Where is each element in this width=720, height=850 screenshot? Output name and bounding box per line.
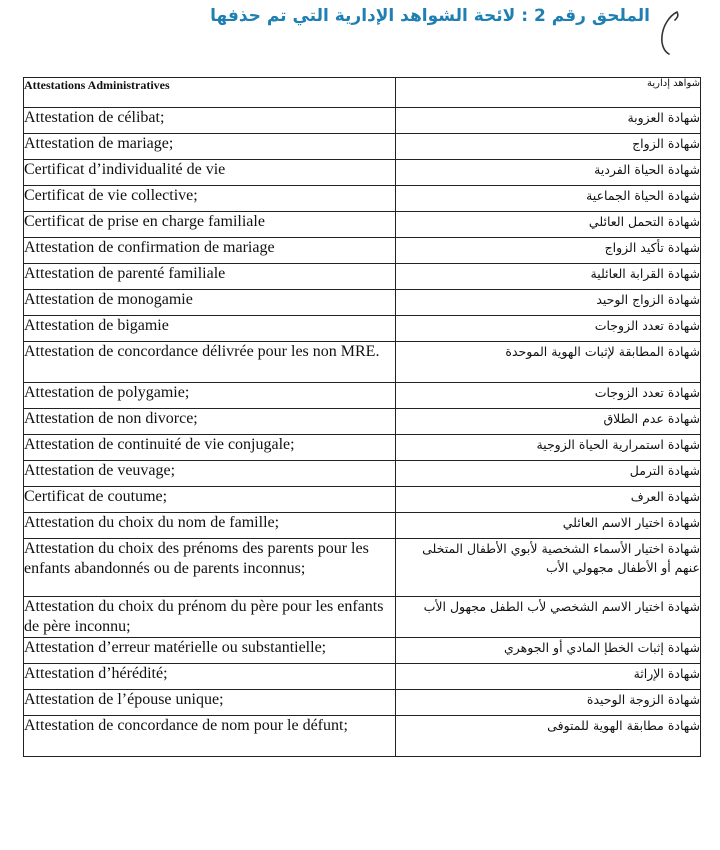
arabic-cell: شهادة التحمل العائلي (396, 212, 701, 238)
table-row (24, 664, 701, 690)
french-cell: Attestation du choix du nom de famille; (24, 513, 396, 539)
table-row (24, 461, 701, 487)
table-row (24, 716, 701, 757)
arabic-cell: شهادة اختيار الأسماء الشخصية لأبوي الأطفال المتخلى عنهم أو الأطفال مجهولي الأب (396, 539, 701, 597)
table-row (24, 690, 701, 716)
french-cell: Attestation de veuvage; (24, 461, 396, 487)
french-cell: Attestation du choix du prénom du père pour les enfants de père inconnu; (24, 597, 396, 638)
french-cell: Attestation de continuité de vie conjugale; (24, 435, 396, 461)
french-cell: Attestation d’hérédité; (24, 664, 396, 690)
french-cell: Attestation de bigamie (24, 316, 396, 342)
arabic-cell: شهادة تأكيد الزواج (396, 238, 701, 264)
table-row (24, 539, 701, 597)
french-cell: Attestation de non divorce; (24, 409, 396, 435)
arabic-cell: شهادة الزواج (396, 134, 701, 160)
table-row (24, 435, 701, 461)
arabic-cell: شهادة اختيار الاسم العائلي (396, 513, 701, 539)
french-cell: Attestation du choix des prénoms des parents pour les enfants abandonnés ou de parents inconnus; (24, 539, 396, 597)
table-header-row (24, 78, 701, 108)
french-cell: Attestation de parenté familiale (24, 264, 396, 290)
table-row (24, 134, 701, 160)
arabic-cell: شهادة إثبات الخطإ المادي أو الجوهري (396, 638, 701, 664)
arabic-cell: شهادة العرف (396, 487, 701, 513)
table-row (24, 513, 701, 539)
french-cell: Attestation de concordance délivrée pour les non MRE. (24, 342, 396, 383)
table-row (24, 290, 701, 316)
attestations-table (23, 77, 701, 757)
french-cell: Attestation de confirmation de mariage (24, 238, 396, 264)
header-arabic: شواهد إدارية (396, 78, 701, 108)
table-row (24, 238, 701, 264)
table-row (24, 264, 701, 290)
arabic-cell: شهادة العزوبة (396, 108, 701, 134)
french-cell: Certificat d’individualité de vie (24, 160, 396, 186)
french-cell: Certificat de vie collective; (24, 186, 396, 212)
french-cell: Attestation de mariage; (24, 134, 396, 160)
french-cell: Attestation de célibat; (24, 108, 396, 134)
table-row (24, 383, 701, 409)
arabic-cell: شهادة القرابة العائلية (396, 264, 701, 290)
table-row (24, 160, 701, 186)
arabic-cell: شهادة تعدد الزوجات (396, 316, 701, 342)
french-cell: Attestation de polygamie; (24, 383, 396, 409)
handwritten-mark (655, 8, 685, 58)
french-cell: Attestation d’erreur matérielle ou substantielle; (24, 638, 396, 664)
arabic-cell: شهادة الترمل (396, 461, 701, 487)
header-french: Attestations Administratives (24, 78, 396, 108)
table-row (24, 212, 701, 238)
arabic-cell: شهادة مطابقة الهوية للمتوفى (396, 716, 701, 757)
arabic-cell: شهادة المطابقة لإثبات الهوية الموحدة (396, 342, 701, 383)
table-row (24, 597, 701, 638)
french-cell: Attestation de concordance de nom pour le défunt; (24, 716, 396, 757)
arabic-cell: شهادة الإراثة (396, 664, 701, 690)
arabic-cell: شهادة استمرارية الحياة الزوجية (396, 435, 701, 461)
arabic-cell: شهادة الزوجة الوحيدة (396, 690, 701, 716)
arabic-cell: شهادة الحياة الجماعية (396, 186, 701, 212)
french-cell: Certificat de coutume; (24, 487, 396, 513)
table-row (24, 409, 701, 435)
arabic-cell: شهادة الحياة الفردية (396, 160, 701, 186)
french-cell: Attestation de monogamie (24, 290, 396, 316)
arabic-cell: شهادة تعدد الزوجات (396, 383, 701, 409)
arabic-cell: شهادة الزواج الوحيد (396, 290, 701, 316)
arabic-cell: شهادة عدم الطلاق (396, 409, 701, 435)
table-row (24, 186, 701, 212)
table-row (24, 316, 701, 342)
table-row (24, 108, 701, 134)
french-cell: Certificat de prise en charge familiale (24, 212, 396, 238)
table-row (24, 638, 701, 664)
table-row (24, 487, 701, 513)
page-title: الملحق رقم 2 : لائحة الشواهد الإدارية التي تم حذفها (210, 6, 650, 26)
arabic-cell: شهادة اختيار الاسم الشخصي لأب الطفل مجهول الأب (396, 597, 701, 638)
table-row (24, 342, 701, 383)
french-cell: Attestation de l’épouse unique; (24, 690, 396, 716)
